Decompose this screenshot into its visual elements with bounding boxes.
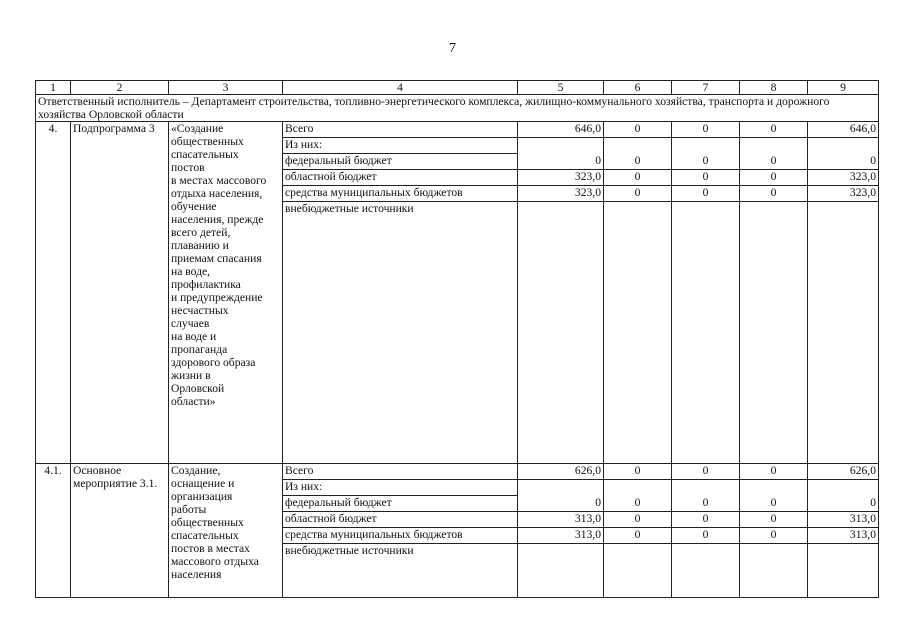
value-cell: 0 [672, 186, 740, 202]
value-cell [518, 138, 604, 154]
value-cell [604, 544, 672, 598]
item-title-line: постов [171, 161, 205, 174]
item-title-line: в местах массового [171, 174, 267, 187]
item-title-line: плаванию и [171, 239, 229, 252]
value-cell: 323,0 [518, 186, 604, 202]
value-cell [672, 544, 740, 598]
column-header: 6 [604, 81, 672, 95]
value-cell: 323,0 [808, 170, 879, 186]
page-number: 7 [449, 41, 456, 56]
value-cell: 0 [604, 464, 672, 480]
value-cell: 0 [808, 154, 879, 170]
value-cell: 646,0 [518, 122, 604, 138]
column-header: 3 [169, 81, 283, 95]
item-title-line: общественных [171, 135, 244, 148]
value-cell [740, 138, 808, 154]
value-cell: 0 [740, 122, 808, 138]
value-cell: 0 [604, 512, 672, 528]
value-cell [518, 480, 604, 496]
funding-source: средства муниципальных бюджетов [283, 528, 518, 544]
table-row [36, 122, 879, 138]
item-title-line: Создание, [171, 464, 221, 477]
value-cell: 0 [672, 496, 740, 512]
item-number: 4. [36, 122, 71, 464]
column-header: 4 [283, 81, 518, 95]
value-cell: 0 [672, 122, 740, 138]
value-cell [740, 480, 808, 496]
value-cell [740, 202, 808, 464]
item-type [71, 464, 169, 598]
item-type-line: Основное [73, 464, 122, 477]
column-header: 8 [740, 81, 808, 95]
item-number: 4.1. [36, 464, 71, 598]
funding-source: Всего [283, 464, 518, 480]
item-title-line: жизни в [171, 369, 211, 382]
funding-source: внебюджетные источники [283, 202, 518, 464]
value-cell [808, 480, 879, 496]
value-cell: 313,0 [808, 512, 879, 528]
value-cell [604, 138, 672, 154]
item-title-line: всего детей, [171, 226, 231, 239]
value-cell: 0 [604, 170, 672, 186]
value-cell: 626,0 [518, 464, 604, 480]
responsible-executor-text: Ответственный исполнитель – Департамент строительства, топливно-энергетического комплекса, жилищно-коммунального хозяйства, транспорта и дорожного хозяйства Орловской области [36, 95, 879, 122]
item-title-line: несчастных [171, 304, 229, 317]
value-cell: 0 [740, 154, 808, 170]
value-cell: 0 [672, 464, 740, 480]
funding-source: внебюджетные источники [283, 544, 518, 598]
item-title-line: общественных [171, 516, 244, 529]
value-cell: 0 [604, 528, 672, 544]
value-cell: 0 [604, 154, 672, 170]
value-cell [604, 202, 672, 464]
item-title-line: «Создание [171, 122, 224, 135]
value-cell [808, 138, 879, 154]
item-title-line: спасательных [171, 148, 239, 161]
value-cell: 0 [672, 154, 740, 170]
value-cell [518, 202, 604, 464]
item-title [169, 464, 283, 598]
value-cell [518, 544, 604, 598]
item-title-line: организация [171, 490, 233, 503]
funding-source: областной бюджет [283, 170, 518, 186]
value-cell: 0 [604, 122, 672, 138]
item-title-line: работы [171, 503, 207, 516]
item-title [169, 122, 283, 464]
item-type-line: мероприятие 3.1. [73, 477, 158, 490]
value-cell: 313,0 [518, 528, 604, 544]
value-cell: 323,0 [808, 186, 879, 202]
value-cell: 0 [672, 512, 740, 528]
funding-source: областной бюджет [283, 512, 518, 528]
item-title-line: обучение [171, 200, 217, 213]
item-title-line: на воде и [171, 330, 217, 343]
budget-table [35, 80, 879, 598]
value-cell [672, 480, 740, 496]
item-type: Подпрограмма 3 [71, 122, 169, 464]
value-cell [604, 480, 672, 496]
value-cell: 0 [672, 170, 740, 186]
item-title-line: спасательных [171, 529, 239, 542]
funding-source: федеральный бюджет [283, 496, 518, 512]
item-title-line: области» [171, 395, 216, 408]
item-title-line: и предупреждение [171, 291, 263, 304]
value-cell: 0 [740, 170, 808, 186]
responsible-executor-row [36, 95, 879, 122]
value-cell: 323,0 [518, 170, 604, 186]
value-cell: 0 [740, 528, 808, 544]
value-cell: 0 [604, 186, 672, 202]
value-cell: 626,0 [808, 464, 879, 480]
value-cell: 313,0 [808, 528, 879, 544]
value-cell [808, 544, 879, 598]
funding-source: федеральный бюджет [283, 154, 518, 170]
value-cell: 313,0 [518, 512, 604, 528]
value-cell: 0 [740, 186, 808, 202]
column-header: 7 [672, 81, 740, 95]
value-cell: 646,0 [808, 122, 879, 138]
item-title-line: случаев [171, 317, 210, 330]
item-title-line: профилактика [171, 278, 241, 291]
item-title-line: на воде, [171, 265, 211, 278]
value-cell: 0 [518, 154, 604, 170]
item-title-line: массового отдыха [171, 555, 259, 568]
column-header: 2 [71, 81, 169, 95]
item-title-line: здорового образа [171, 356, 256, 369]
table-row [36, 464, 879, 480]
value-cell: 0 [808, 496, 879, 512]
value-cell: 0 [740, 512, 808, 528]
item-title-line: отдыха населения, [171, 187, 263, 200]
value-cell [672, 138, 740, 154]
value-cell [672, 202, 740, 464]
funding-source: Из них: [283, 138, 518, 154]
item-title-line: постов в местах [171, 542, 250, 555]
item-title-line: приемам спасания [171, 252, 262, 265]
value-cell: 0 [672, 528, 740, 544]
value-cell [740, 544, 808, 598]
funding-source: Из них: [283, 480, 518, 496]
funding-source: средства муниципальных бюджетов [283, 186, 518, 202]
item-title-line: населения [171, 568, 222, 581]
column-header: 1 [36, 81, 71, 95]
column-header: 5 [518, 81, 604, 95]
value-cell [808, 202, 879, 464]
item-title-line: Орловской [171, 382, 225, 395]
item-title-line: оснащение и [171, 477, 235, 490]
column-header-row [36, 81, 879, 95]
value-cell: 0 [518, 496, 604, 512]
value-cell: 0 [740, 464, 808, 480]
item-title-line: пропаганда [171, 343, 228, 356]
value-cell: 0 [604, 496, 672, 512]
item-title-line: населения, прежде [171, 213, 264, 226]
value-cell: 0 [740, 496, 808, 512]
funding-source: Всего [283, 122, 518, 138]
column-header: 9 [808, 81, 879, 95]
